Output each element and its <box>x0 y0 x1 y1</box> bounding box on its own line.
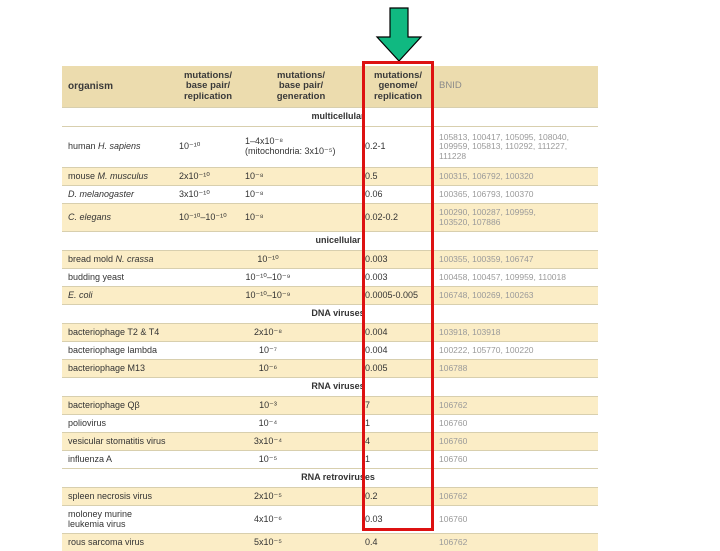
genome-replication-cell: 0.4 <box>361 534 435 551</box>
organism-cell <box>62 168 175 186</box>
bnid-value: 106760 <box>439 454 467 464</box>
section-title: DNA viruses <box>241 305 435 324</box>
organism-cell <box>62 360 175 378</box>
bnid-cell <box>435 168 598 186</box>
table-row <box>62 204 598 232</box>
bnid-value: 106762 <box>439 400 467 410</box>
bnid-value: 106762 <box>439 537 467 547</box>
genome-replication-cell: 7 <box>361 397 435 415</box>
organism-cell <box>62 342 175 360</box>
bp-generation-value: 2x10⁻⁵ <box>254 491 282 501</box>
section-title: RNA retroviruses <box>241 469 435 488</box>
organism-species: C. elegans <box>68 212 111 222</box>
bnid-value: 106760 <box>439 514 467 524</box>
genome-replication-cell: 0.2 <box>361 488 435 506</box>
bp-generation-value: 10⁻⁵ <box>259 454 278 464</box>
bnid-value: 106748, 100269, 100263 <box>439 290 534 300</box>
bnid-value: 105813, 100417, 105095, 108040, <box>439 132 569 142</box>
organism-cell <box>62 397 175 415</box>
bp-generation-cell <box>175 324 361 342</box>
section-header-row <box>62 232 598 251</box>
bp-generation-value: 10⁻¹⁰ <box>257 254 278 264</box>
bp-replication-cell: 10⁻¹⁰–10⁻¹⁰ <box>175 204 241 232</box>
table-row <box>62 269 598 287</box>
table-row <box>62 168 598 186</box>
organism-cell <box>62 186 175 204</box>
bnid-cell <box>435 397 598 415</box>
bp-replication-cell: 2x10⁻¹⁰ <box>175 168 241 186</box>
section-header-row <box>62 469 598 488</box>
organism-cell <box>62 269 175 287</box>
organism-name: spleen necrosis virus <box>68 491 152 501</box>
bnid-value: 100365, 106793, 100370 <box>439 189 534 199</box>
bp-generation-cell <box>175 415 361 433</box>
organism-cell <box>62 433 175 451</box>
table-row <box>62 342 598 360</box>
bnid-value: 103918, 103918 <box>439 327 500 337</box>
organism-cell <box>62 506 175 534</box>
table-row <box>62 324 598 342</box>
bnid-cell <box>435 204 598 232</box>
organism-name: human <box>68 141 98 151</box>
bnid-cell <box>435 324 598 342</box>
section-header-row <box>62 378 598 397</box>
table-row <box>62 506 598 534</box>
table-row <box>62 415 598 433</box>
table-row <box>62 287 598 305</box>
genome-replication-cell: 0.02-0.2 <box>361 204 435 232</box>
bnid-cell <box>435 269 598 287</box>
table-row <box>62 488 598 506</box>
bnid-cell <box>435 451 598 469</box>
organism-name: budding yeast <box>68 272 124 282</box>
organism-name: vesicular stomatitis virus <box>68 436 166 446</box>
organism-cell <box>62 488 175 506</box>
organism-cell <box>62 451 175 469</box>
bp-generation-cell <box>175 360 361 378</box>
bnid-cell <box>435 127 598 168</box>
bp-replication-cell: 3x10⁻¹⁰ <box>175 186 241 204</box>
table-row <box>62 360 598 378</box>
table-row <box>62 433 598 451</box>
section-title: multicellular <box>241 108 435 127</box>
down-arrow-icon <box>375 7 423 63</box>
bp-generation-value: 10⁻¹⁰–10⁻⁹ <box>246 290 291 300</box>
organism-species: M. musculus <box>98 171 149 181</box>
organism-species: H. sapiens <box>98 141 141 151</box>
section-header-row <box>62 108 598 127</box>
organism-name: influenza A <box>68 454 112 464</box>
header-genome-replication: mutations/ genome/ replication <box>361 66 435 108</box>
bp-generation-cell <box>175 342 361 360</box>
bp-replication-cell: 10⁻¹⁰ <box>175 127 241 168</box>
organism-name: bacteriophage M13 <box>68 363 145 373</box>
bp-generation-cell <box>175 397 361 415</box>
organism-cell <box>62 534 175 551</box>
organism-cell <box>62 204 175 232</box>
bp-generation-value: 10⁻⁸ <box>245 212 264 222</box>
bp-generation-value: 10⁻³ <box>259 400 277 410</box>
table-row <box>62 127 598 168</box>
genome-replication-cell: 4 <box>361 433 435 451</box>
bnid-value: 100315, 106792, 100320 <box>439 171 534 181</box>
organism-name: mouse <box>68 171 98 181</box>
genome-replication-cell: 1 <box>361 415 435 433</box>
bnid-value: 106760 <box>439 418 467 428</box>
bp-generation-cell <box>175 251 361 269</box>
table-body <box>62 108 598 551</box>
bnid-cell <box>435 488 598 506</box>
table-row <box>62 451 598 469</box>
organism-cell <box>62 251 175 269</box>
bp-generation-value: 10⁻⁸ <box>245 171 264 181</box>
table-row <box>62 186 598 204</box>
header-organism: organism <box>62 66 175 108</box>
mutation-rate-table <box>62 66 598 551</box>
organism-name: poliovirus <box>68 418 106 428</box>
organism-cell <box>62 287 175 305</box>
organism-name: rous sarcoma virus <box>68 537 144 547</box>
organism-name: bacteriophage Qβ <box>68 400 140 410</box>
bp-generation-value: 2x10⁻⁸ <box>254 327 282 337</box>
bnid-value: 106762 <box>439 491 467 501</box>
bnid-cell <box>435 360 598 378</box>
bnid-value: 100290, 100287, 109959, <box>439 207 536 217</box>
section-title: RNA viruses <box>241 378 435 397</box>
bp-generation-value: 4x10⁻⁶ <box>254 514 282 524</box>
table-row <box>62 397 598 415</box>
bp-generation-value: 1–4x10⁻⁸ <box>245 136 283 146</box>
table-row <box>62 534 598 551</box>
bnid-value: 109959, 105813, 110292, 111227, <box>439 141 567 151</box>
bnid-cell <box>435 251 598 269</box>
bnid-value: 100222, 105770, 100220 <box>439 345 534 355</box>
bnid-value: 106788 <box>439 363 467 373</box>
bnid-cell <box>435 342 598 360</box>
header-bnid: BNID <box>435 66 598 108</box>
header-bp-replication: mutations/ base pair/ replication <box>175 66 241 108</box>
bp-generation-cell <box>175 488 361 506</box>
bp-generation-cell <box>175 287 361 305</box>
bp-generation-value: 10⁻⁷ <box>259 345 277 355</box>
bnid-cell <box>435 186 598 204</box>
organism-species: D. melanogaster <box>68 189 134 199</box>
organism-cell <box>62 415 175 433</box>
section-header-row <box>62 305 598 324</box>
bp-generation-cell <box>241 204 361 232</box>
table-row <box>62 251 598 269</box>
bp-generation-value: 10⁻⁴ <box>259 418 278 428</box>
bp-generation-cell <box>175 506 361 534</box>
bp-generation-value: 10⁻⁸ <box>245 189 264 199</box>
organism-name: bread mold <box>68 254 116 264</box>
organism-species: N. crassa <box>116 254 154 264</box>
organism-species: E. coli <box>68 290 93 300</box>
bp-generation-cell <box>241 168 361 186</box>
genome-replication-cell: 0.005 <box>361 360 435 378</box>
genome-replication-cell: 0.003 <box>361 269 435 287</box>
organism-cell <box>62 324 175 342</box>
bnid-value: 106760 <box>439 436 467 446</box>
bp-generation-value: 5x10⁻⁵ <box>254 537 282 547</box>
organism-name: leukemia virus <box>68 519 126 529</box>
bnid-cell <box>435 415 598 433</box>
bnid-value: 100458, 100457, 109959, 110018 <box>439 272 566 282</box>
bnid-cell <box>435 287 598 305</box>
bp-generation-value: 10⁻⁶ <box>259 363 277 373</box>
genome-replication-cell: 0.06 <box>361 186 435 204</box>
genome-replication-cell: 0.03 <box>361 506 435 534</box>
organism-name: bacteriophage T2 & T4 <box>68 327 159 337</box>
bnid-cell <box>435 506 598 534</box>
organism-name: moloney murine <box>68 509 132 519</box>
bp-generation-value: 3x10⁻⁴ <box>254 436 282 446</box>
genome-replication-cell: 0.003 <box>361 251 435 269</box>
organism-name: bacteriophage lambda <box>68 345 157 355</box>
bnid-cell <box>435 433 598 451</box>
genome-replication-cell: 0.004 <box>361 324 435 342</box>
header-bp-generation: mutations/ base pair/ generation <box>241 66 361 108</box>
bnid-cell <box>435 534 598 551</box>
bp-generation-cell <box>175 451 361 469</box>
bp-generation-value: (mitochondria: 3x10⁻⁵) <box>245 146 336 156</box>
genome-replication-cell: 0.5 <box>361 168 435 186</box>
bp-generation-cell <box>175 534 361 551</box>
bp-generation-cell <box>241 127 361 168</box>
genome-replication-cell: 0.2-1 <box>361 127 435 168</box>
section-title: unicellular <box>241 232 435 251</box>
bp-generation-cell <box>175 269 361 287</box>
header-row <box>62 66 598 108</box>
genome-replication-cell: 0.0005-0.005 <box>361 287 435 305</box>
genome-replication-cell: 0.004 <box>361 342 435 360</box>
bp-generation-cell <box>175 433 361 451</box>
organism-cell <box>62 127 175 168</box>
bnid-value: 103520, 107886 <box>439 217 500 227</box>
bp-generation-cell <box>241 186 361 204</box>
bnid-value: 111228 <box>439 151 466 161</box>
bnid-value: 100355, 100359, 106747 <box>439 254 534 264</box>
genome-replication-cell: 1 <box>361 451 435 469</box>
bp-generation-value: 10⁻¹⁰–10⁻⁹ <box>246 272 291 282</box>
